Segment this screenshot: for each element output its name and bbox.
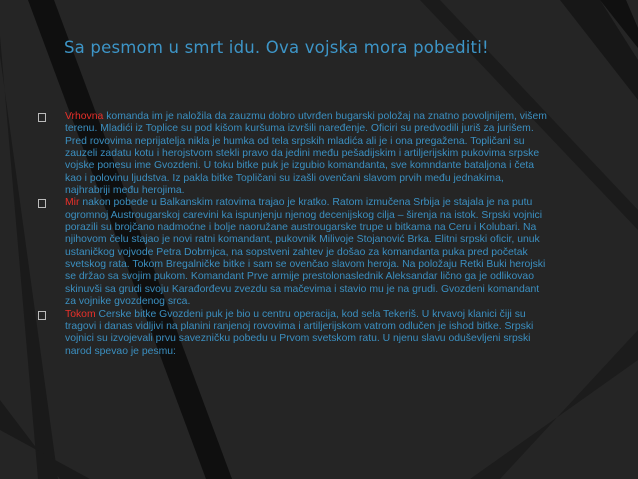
paragraph-text (65, 309, 548, 358)
paragraph-body: Cerske bitke Gvozdeni puk je bio u centru operacija, kod sela Tekeriš. U krvavoj klanici čiji su tragovi i danas vidljivi na planini ranjenoj rovovima i artiljerijskom vatrom odlučen je ishod bitke. Srpski vojnici su izvojevali prvu savezničku pobedu u Prvom svetskom ratu. U njenu slavu oduševljeni srpski narod spevao je pesmu: (65, 308, 534, 357)
square-bullet-icon (38, 113, 46, 122)
paragraph (38, 309, 548, 358)
paragraph (38, 111, 548, 197)
slide-title: Sa pesmom u smrt idu. Ova vojska mora pobediti! (64, 38, 489, 57)
lead-word: Tokom (65, 308, 96, 320)
paragraph (38, 197, 548, 308)
paragraph-body: nakon pobede u Balkanskim ratovima trajao je kratko. Ratom izmučena Srbija je stajala je na putu ogromnoj Austrougarskoj carevini ka ispunjenju njenog decenijskog cilja – širenja na istok. Srpski vojnici porazili su brojčano nadmoćne i bolje naoružane austrougarske trupe u bitkama na Ceru i Kolubari. Na njihovom čelu stajao je novi ratni komandant, pukovnik Milivoje Stojanović Brka. Elitni srpski oficir, unuk ustaničkog vojvode Petra Dobrnjca, na sopstveni zahtev je došao za komandanta puka pred početak svetskog rata. Tokom Bregalničke bitke i sam se ovenčao slavom heroja. Na položaju Retki Buki herojski se držao sa svojim pukom. Komandant Prve armije prestolonaslednik Aleksandar lično ga je odlikovao skinuvši sa grudi svoju Karađorđevu zvezdu sa mačevima i stavio mu je na grudi. Gvozdeni komandant za vojnike gvozdenog srca. (65, 197, 546, 308)
paragraph-text (65, 111, 548, 197)
paragraph-body: komanda im je naložila da zauzmu dobro utvrđen bugarski položaj na znatno povoljnijem, višem terenu. Mladići iz Toplice su pod kišom kuršuma izvršili naređenje. Oficiri su predvodili juriš za jurišem. Pred rovovima neprijatelja nikla je humka od tela srpskih mladića ali je i ona pregažena. Topličani su zauzeli zadatu kotu i herojstvom stekli pravo da jedini među pešadijskim i artiljerijskim pukovima srpske vojske ponesu ime Gvozdeni. U toku bitke puk je izgubio komandanta, sve komndante bataljona i četa kao i polovinu ljudstva. Iz pakla bitke Topličani su izašli ovenčani slavom prvih među jednakima, najhrabriji među herojima. (65, 111, 547, 197)
square-bullet-icon (38, 199, 46, 208)
square-bullet-icon (38, 311, 46, 320)
paragraph-text (65, 197, 548, 308)
lead-word: Vrhovna (65, 111, 104, 122)
slide-body (38, 111, 548, 358)
lead-word: Mir (65, 197, 80, 209)
